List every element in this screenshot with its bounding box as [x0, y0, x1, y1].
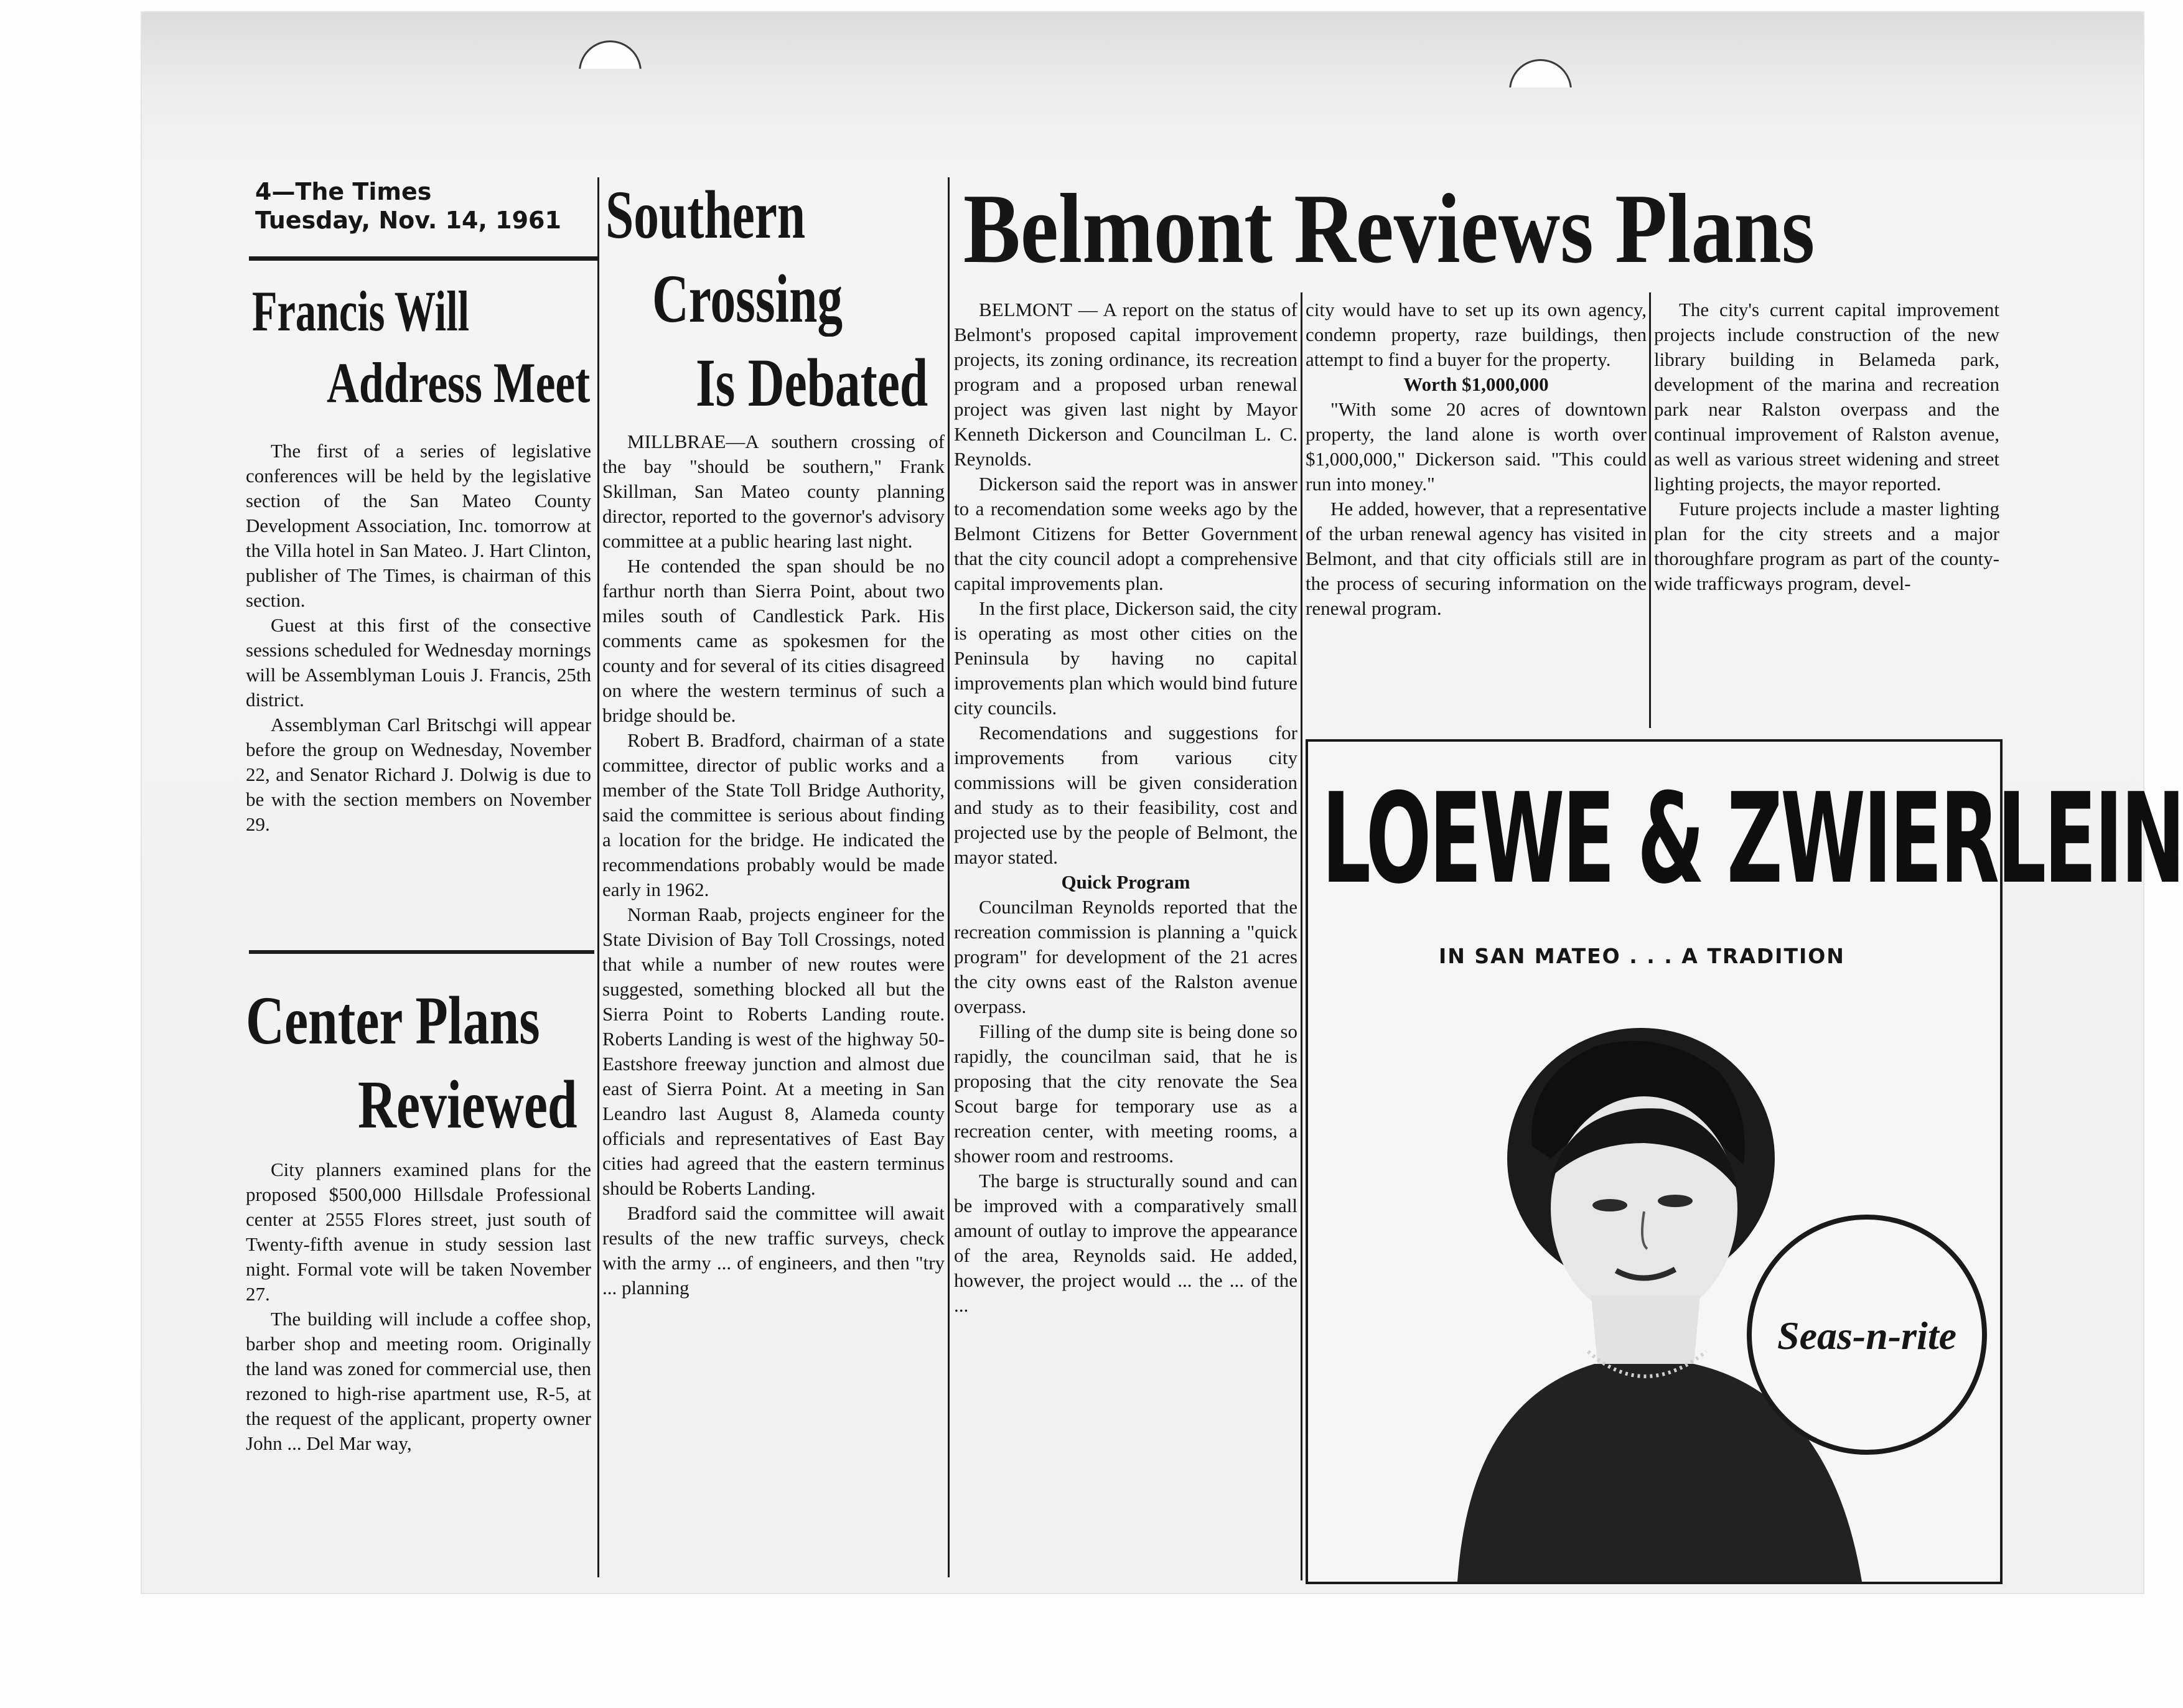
column-divider	[1301, 292, 1302, 1580]
ad-brand: LOEWE & ZWIERLEIN	[1322, 767, 2183, 912]
article-rule	[249, 950, 594, 954]
article-body	[602, 429, 945, 1300]
article-body	[246, 439, 591, 837]
belmont-column-1	[954, 297, 1297, 1318]
paragraph: Guest at this first of the consective sessions scheduled for Wednesday mornings will be Assemblyman Louis J. Francis, 25th district.	[246, 614, 591, 711]
paragraph: "With some 20 acres of downtown property, the land alone is worth over $1,000,000," Dickerson said. "This could run into money."	[1306, 398, 1647, 495]
headline-line: Center Plans	[246, 982, 540, 1058]
seal-text: Seas-n-rite	[1777, 1314, 1956, 1358]
dateline-rule	[249, 256, 597, 261]
paragraph: He added, however, that a representative of the urban renewal agency has visited in Belmont, and that city officials still are in the process of securing information on the renewal program.	[1306, 498, 1647, 619]
paragraph: Norman Raab, projects engineer for the State Division of Bay Toll Crossings, noted that while a number of new routes were suggested, something blocked all but the Sierra Point to Roberts Landing route. Roberts Landing is west of the highway 50-Eastshore freeway junction and almost due east of Sierra Point. At a meeting in San Leandro last August 8, Alameda county officials and representatives of East Bay cities had agreed that the eastern terminus should be Roberts Landing.	[602, 903, 945, 1199]
headline-line: Address Meet	[327, 351, 591, 414]
belmont-column-3	[1654, 297, 1999, 596]
headline-line: Francis Will	[252, 279, 470, 343]
column-divider	[948, 177, 950, 1577]
paragraph: City planners examined plans for the proposed $500,000 Hillsdale Professional center at 2555 Flores street, just south of Twenty-fifth avenue in study session last night. Formal vote will be taken November 27.	[246, 1159, 591, 1305]
headline-belmont: Belmont Reviews Plans	[963, 173, 1815, 284]
paragraph: Councilman Reynolds reported that the recreation commission is planning a "quick program" for development of the 21 acres the city owns east of the Ralston avenue overpass.	[954, 896, 1297, 1017]
subhead-worth: Worth $1,000,000	[1403, 373, 1549, 395]
paragraph: The first of a series of legislative conferences will be held by the legislative section of the San Mateo County Development Association, Inc. tomorrow at the Villa hotel in San Mateo. J. Hart Clinton, publisher of The Times, is chairman of this section.	[246, 440, 591, 611]
dateline-paper: 4—The Times	[255, 178, 432, 205]
paragraph: Recomendations and suggestions for improvements from various city commissions will be given consideration and study as to their feasibility, cost and projected use by the people of Belmont, the mayor stated.	[954, 722, 1297, 868]
paragraph: In the first place, Dickerson said, the city is operating as most other cities on the Peninsula by having no capital improvements plan which would bind future city councils.	[954, 597, 1297, 719]
column-divider	[597, 177, 599, 1577]
article-body	[246, 1157, 591, 1456]
paragraph: Future projects include a master lighting plan for the city streets and a major thoroughfare program as part of the county-wide trafficways program, devel-	[1654, 498, 1999, 594]
paragraph: He contended the span should be no farthur north than Sierra Point, about two miles south of Candlestick Park. His comments came as spokesmen for the county and for several of its cities disagreed on where the western terminus of such a bridge should be.	[602, 555, 945, 726]
paragraph: Assemblyman Carl Britschgi will appear before the group on Wednesday, November 22, and Senator Richard J. Dolwig is due to be with the section members on November 29.	[246, 714, 591, 835]
paragraph: The barge is structurally sound and can be improved with a comparatively small amount of outlay to improve the appearance of the area, Reynolds said. He added, however, the project would ... the ... of the ...	[954, 1170, 1297, 1316]
belmont-column-2	[1306, 297, 1647, 621]
paragraph: BELMONT — A report on the status of Belmont's proposed capital improvement projects, its zoning ordinance, its recreation program and a proposed urban renewal project was given last night by Mayor Kenneth Dickerson and Councilman L. C. Reynolds.	[954, 299, 1297, 470]
headline-line: Reviewed	[358, 1066, 577, 1142]
paragraph: Dickerson said the report was in answer to a recomendation some weeks ago by the Belmont Citizens for Better Government that the city council adopt a comprehensive capital improvements plan.	[954, 473, 1297, 594]
paragraph: Robert B. Bradford, chairman of a state committee, director of public works and a member of the State Toll Bridge Authority, said the committee is serious about finding a location for the bridge. He indicated the recommendations probably would be made early in 1962.	[602, 729, 945, 900]
ad-seal	[1747, 1215, 1987, 1455]
advertisement	[1306, 739, 2183, 1584]
ad-tagline: IN SAN MATEO . . . A TRADITION	[1439, 944, 1845, 968]
paragraph: Bradford said the committee will await results of the new traffic surveys, check with the army ... of engineers, and then "try ... planning	[602, 1202, 945, 1299]
paragraph: Filling of the dump site is being done so rapidly, the councilman said, that he is proposing that the city renovate the Sea Scout barge for temporary use as a recreation center, with meeting rooms, a shower room and restrooms.	[954, 1020, 1297, 1167]
paragraph: The building will include a coffee shop, barber shop and meeting room. Originally the land was zoned for commercial use, then rezoned to high-rise apartment use, R-5, at the request of the applicant, property owner John ... Del Mar way,	[246, 1308, 591, 1454]
paragraph: MILLBRAE—A southern crossing of the bay "should be southern," Frank Skillman, San Mateo county planning director, reported to the governor's advisory committee at a public hearing last night.	[602, 431, 945, 552]
headline-line: Is Debated	[696, 345, 928, 421]
paragraph: The city's current capital improvement projects include construction of the new library building in Belameda park, development of the marina and recreation park near Ralston overpass and the continual improvement of Ralston avenue, as well as various street widening and street lighting projects, the mayor reported.	[1654, 299, 1999, 495]
column-divider	[1649, 292, 1651, 728]
dateline-date: Tuesday, Nov. 14, 1961	[255, 207, 561, 234]
subhead-quick-program: Quick Program	[1061, 871, 1190, 893]
headline-line: Crossing	[652, 261, 843, 337]
headline-line: Southern	[605, 177, 806, 253]
dateline	[255, 177, 604, 235]
paragraph: city would have to set up its own agency, condemn property, raze buildings, then attempt to find a buyer for the property.	[1306, 299, 1647, 370]
